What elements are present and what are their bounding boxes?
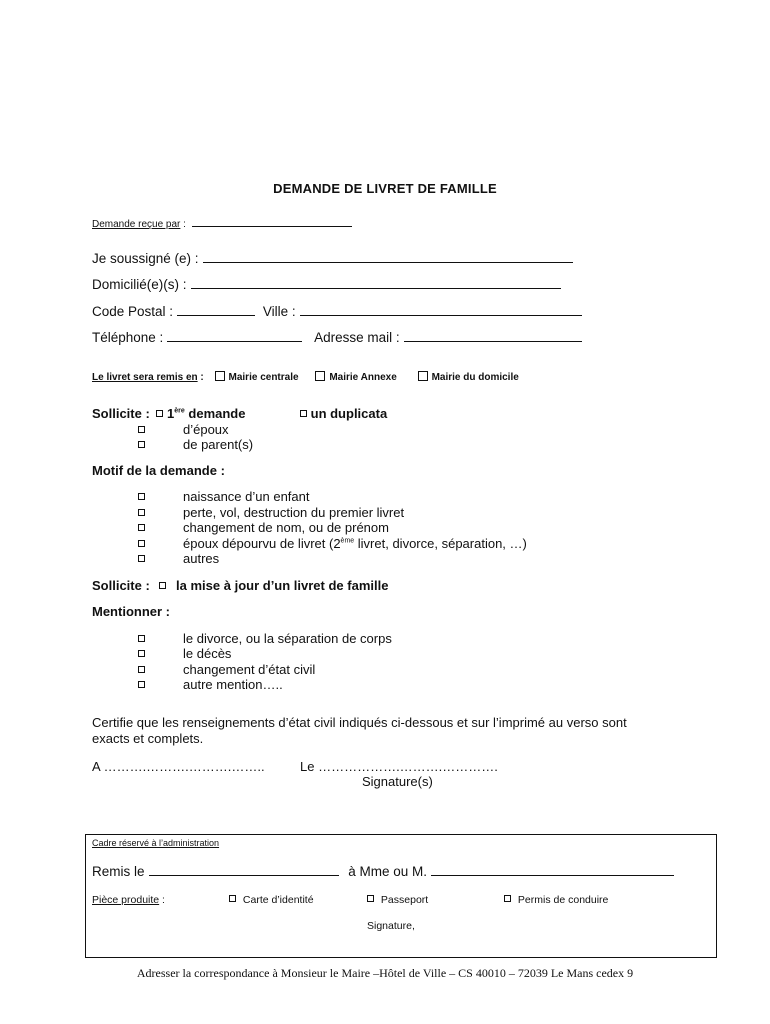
domicilie-label: Domicilié(e)(s) :: [92, 277, 187, 292]
checkbox-icon: [367, 895, 374, 902]
motif-epoux-pre: époux dépourvu de livret (2: [183, 536, 341, 551]
option-label: Mairie du domicile: [431, 372, 519, 383]
mention-label: changement d’état civil: [183, 662, 316, 677]
motif-label: [183, 536, 527, 551]
date-field[interactable]: Le ……………….……….………….: [300, 759, 498, 774]
first-demand-number: 1: [167, 406, 175, 421]
duplicata-label: un duplicata: [310, 406, 388, 421]
first-demand-sup: ère: [174, 407, 185, 415]
place-field[interactable]: A ……….……….……….……..: [92, 759, 265, 774]
ville-label: Ville :: [262, 304, 296, 319]
piece-permis-label: Permis de conduire: [517, 894, 609, 906]
telephone-row: [92, 329, 582, 345]
email-field[interactable]: [404, 329, 582, 342]
checkbox-icon: [418, 371, 428, 381]
mention-checkbox[interactable]: [138, 650, 145, 657]
admin-signature: Signature,: [367, 920, 415, 932]
parents-label: de parent(s): [183, 437, 254, 452]
piece-permis[interactable]: [504, 894, 608, 906]
duplicata-row: [300, 406, 387, 421]
received-by-label: Demande reçue par: [92, 219, 181, 230]
motif-checkbox[interactable]: [138, 493, 145, 500]
a-mme-label: à Mme ou M.: [348, 864, 428, 879]
checkbox-icon: [504, 895, 511, 902]
motif-heading: Motif de la demande :: [92, 463, 225, 478]
option-mairie-domicile[interactable]: [418, 372, 519, 383]
parents-checkbox[interactable]: [138, 441, 145, 448]
mention-checkbox[interactable]: [138, 681, 145, 688]
remis-row: [92, 863, 674, 879]
telephone-label: Téléphone :: [92, 330, 164, 345]
option-label: Mairie Annexe: [329, 372, 397, 383]
motif-label: changement de nom, ou de prénom: [183, 520, 389, 535]
mention-checkbox[interactable]: [138, 635, 145, 642]
epoux-checkbox[interactable]: [138, 426, 145, 433]
update-text: la mise à jour d’un livret de famille: [176, 578, 389, 593]
livret-remis-sep: :: [197, 372, 204, 383]
motif-checkbox[interactable]: [138, 509, 145, 516]
telephone-field[interactable]: [167, 329, 302, 342]
option-mairie-annexe[interactable]: [315, 372, 396, 383]
motif-label: naissance d’un enfant: [183, 489, 310, 504]
motif-checkbox[interactable]: [138, 540, 145, 547]
option-label: Mairie centrale: [228, 372, 299, 383]
mention-label: le divorce, ou la séparation de corps: [183, 631, 392, 646]
mention-item: [138, 677, 283, 692]
mention-label: autre mention…..: [183, 677, 283, 692]
piece-passeport-label: Passeport: [380, 894, 429, 906]
motif-item: [138, 536, 527, 551]
code-postal-field[interactable]: [177, 303, 255, 316]
mentionner-heading: Mentionner :: [92, 604, 170, 619]
received-by-row: [92, 217, 352, 230]
motif-item: [138, 520, 389, 535]
received-by-line[interactable]: [192, 217, 352, 227]
piece-row: [92, 894, 165, 906]
sub-parents-row: [138, 437, 254, 452]
mention-label: le décès: [183, 646, 232, 661]
motif-checkbox[interactable]: [138, 524, 145, 531]
signature-label: Signature(s): [362, 774, 433, 789]
piece-cni-label: Carte d’identité: [242, 894, 314, 906]
epoux-label: d’époux: [183, 422, 229, 437]
sollicite-update-label: Sollicite :: [92, 578, 150, 593]
ville-field[interactable]: [300, 303, 582, 316]
a-mme-field[interactable]: [431, 863, 674, 876]
remis-le-label: Remis le: [92, 864, 145, 879]
motif-epoux-sup: ème: [340, 537, 355, 545]
sub-epoux-row: [138, 422, 229, 437]
mention-checkbox[interactable]: [138, 666, 145, 673]
footer-address: Adresser la correspondance à Monsieur le Maire –Hôtel de Ville – CS 40010 – 72039 Le Mans cedex 9: [136, 966, 634, 980]
motif-label: perte, vol, destruction du premier livret: [183, 505, 405, 520]
mention-item: [138, 631, 392, 646]
sollicite-update-row: [92, 578, 388, 593]
code-postal-row: [92, 303, 582, 319]
domicilie-field[interactable]: [191, 276, 561, 289]
code-postal-label: Code Postal :: [92, 304, 174, 319]
received-by-sep: :: [180, 219, 186, 230]
piece-passeport[interactable]: [367, 894, 428, 906]
checkbox-icon: [229, 895, 236, 902]
motif-item: [138, 505, 405, 520]
soussigne-label: Je soussigné (e) :: [92, 251, 199, 266]
motif-item: [138, 551, 220, 566]
certifie-line2: exacts et complets.: [92, 731, 204, 746]
motif-label: autres: [183, 551, 220, 566]
domicilie-row: [92, 276, 561, 292]
email-label: Adresse mail :: [314, 330, 400, 345]
mention-item: [138, 662, 316, 677]
first-demand-checkbox[interactable]: [156, 410, 163, 417]
first-demand-label: demande: [184, 406, 246, 421]
sollicite-label: Sollicite :: [92, 406, 150, 421]
motif-item: [138, 489, 310, 504]
mention-item: [138, 646, 232, 661]
motif-epoux-post: livret, divorce, séparation, …): [354, 536, 527, 551]
checkbox-icon: [315, 371, 325, 381]
livret-remis-label: Le livret sera remis en: [92, 372, 198, 383]
form-title: DEMANDE DE LIVRET DE FAMILLE: [273, 181, 497, 196]
admin-header: Cadre réservé à l’administration: [92, 838, 220, 848]
livret-remis-row: [92, 371, 519, 383]
option-mairie-centrale[interactable]: [215, 372, 299, 383]
soussigne-row: [92, 250, 573, 266]
soussigne-field[interactable]: [203, 250, 573, 263]
piece-cni[interactable]: [229, 894, 314, 906]
piece-sep: :: [159, 894, 165, 906]
certifie-line1: Certifie que les renseignements d’état civil indiqués ci-dessous et sur l’imprimé au verso sont: [92, 715, 627, 730]
piece-label: Pièce produite: [92, 894, 160, 906]
duplicata-checkbox[interactable]: [300, 410, 307, 417]
checkbox-icon: [215, 371, 225, 381]
motif-checkbox[interactable]: [138, 555, 145, 562]
remis-le-field[interactable]: [149, 863, 339, 876]
update-checkbox[interactable]: [159, 582, 166, 589]
sollicite-row: [92, 406, 245, 421]
